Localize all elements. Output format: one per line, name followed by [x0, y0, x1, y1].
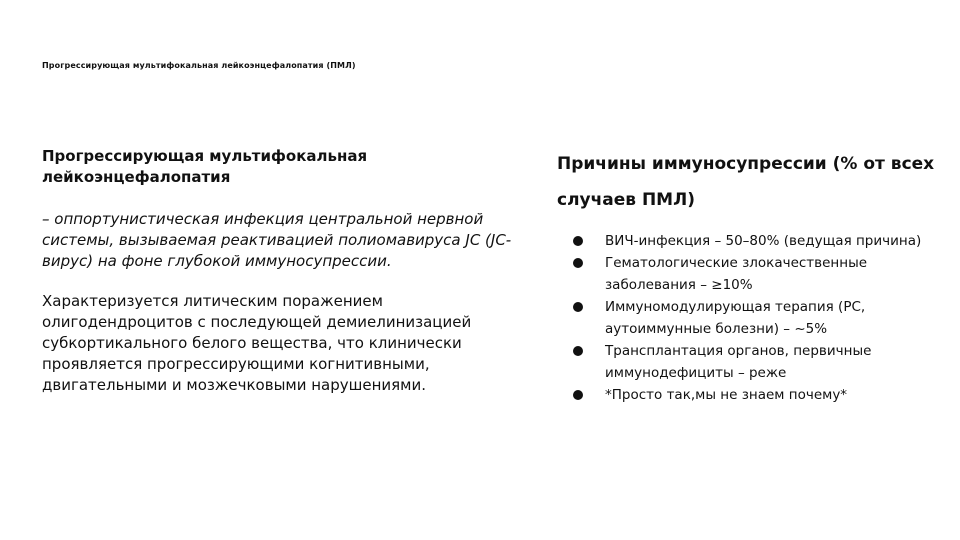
- causes-list: [557, 230, 942, 406]
- slide-title: Прогрессирующая мультифокальная лейкоэнцефалопатия (ПМЛ): [42, 61, 356, 70]
- list-item-text: Трансплантация органов, первичные иммунодефициты – реже: [605, 343, 872, 381]
- pml-description: Характеризуется литическим поражением олигодендроцитов с последующей демиелинизацией субкортикального белого вещества, что клинически проявляется прогрессирующими когнитивными, двигательными и мозжечковыми нарушениями.: [42, 292, 472, 394]
- bullet-icon: [573, 346, 583, 356]
- bullet-icon: [573, 236, 583, 246]
- list-item-text: ВИЧ-инфекция – 50–80% (ведущая причина): [605, 233, 922, 249]
- causes-heading: Причины иммуносупрессии (% от всех случаев ПМЛ): [557, 154, 935, 210]
- list-item-text: Гематологические злокачественные заболевания – ≥10%: [605, 255, 868, 293]
- bullet-icon: [573, 302, 583, 312]
- list-item: [557, 230, 942, 252]
- list-item-text: *Просто так,мы не знаем почему*: [605, 387, 848, 403]
- bullet-icon: [573, 390, 583, 400]
- list-item-text: Иммуномодулирующая терапия (РС, аутоиммунные болезни) – ~5%: [605, 299, 866, 337]
- pml-heading: Прогрессирующая мультифокальная лейкоэнцефалопатия: [42, 147, 368, 186]
- pml-definition: – оппортунистическая инфекция центральной нервной системы, вызываемая реактивацией полиомавируса JC (JC-вирус) на фоне глубокой иммуносупрессии.: [42, 210, 512, 270]
- left-column: [42, 146, 512, 396]
- list-item: [557, 384, 942, 406]
- list-item: [557, 296, 942, 340]
- list-item: [557, 340, 942, 384]
- bullet-icon: [573, 258, 583, 268]
- list-item: [557, 252, 942, 296]
- right-column: [557, 146, 942, 406]
